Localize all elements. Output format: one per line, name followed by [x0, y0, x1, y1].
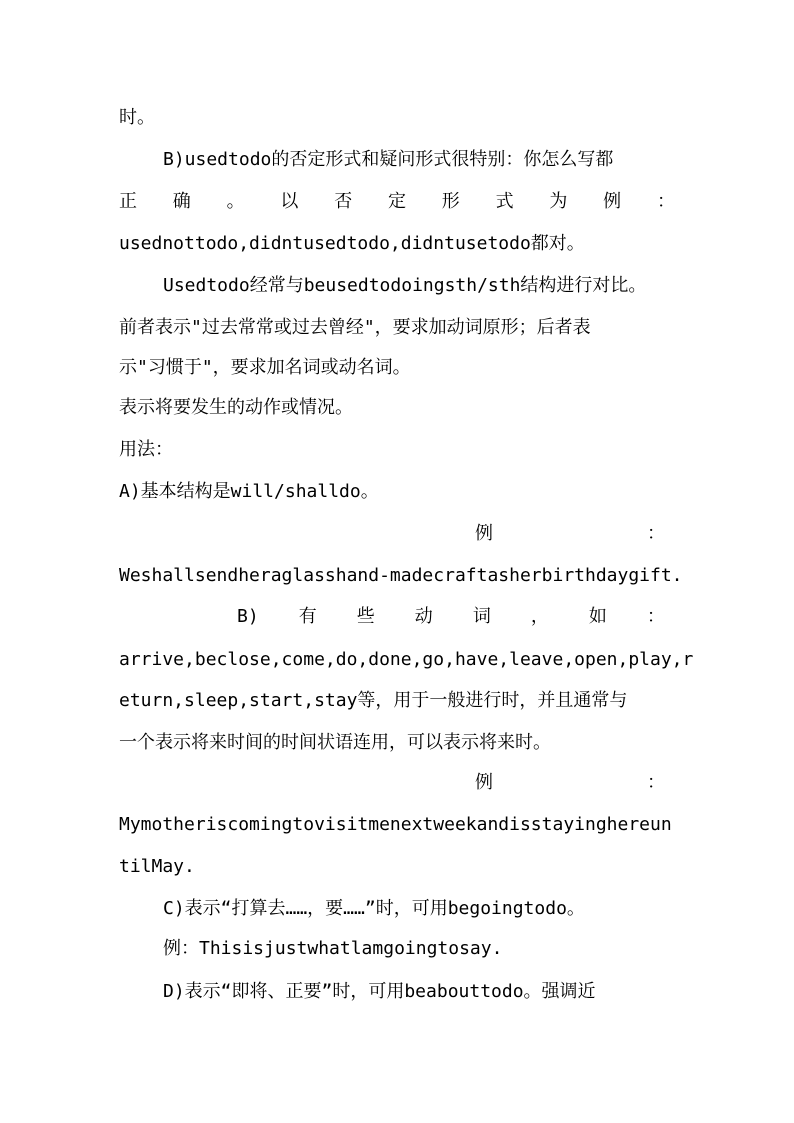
text-line-17-justified: [475, 768, 665, 798]
text-line-3-justified: [119, 187, 675, 217]
text-line-18: Mymotheriscomingtovisitmenextweekandisstayinghereun: [119, 814, 672, 835]
text-line-19: tilMay.: [119, 856, 195, 877]
word: 。: [226, 191, 245, 212]
text-line-22: D)表示“即将、正要”时，可用beabouttodo。强调近: [163, 981, 596, 1002]
word: 例: [475, 523, 493, 544]
text-line-21: 例：Thisisjustwhatlamgoingtosay.: [163, 938, 503, 959]
text-line-8: 表示将要发生的动作或情况。: [119, 397, 353, 418]
word: ：: [656, 191, 675, 212]
word: 词: [472, 606, 491, 627]
text-line-20: C)表示“打算去……，要……”时，可用begoingtodo。: [163, 898, 585, 919]
word: 式: [495, 191, 514, 212]
word: 如: [588, 606, 607, 627]
text-line-2: B)usedtodo的否定形式和疑问形式很特别：你怎么写都: [163, 149, 614, 170]
text-line-12: Weshallsendheraglasshand-madecraftasherbirthdaygift.: [119, 565, 683, 586]
text-line-15: eturn,sleep,start,stay等，用于一般进行时，并且通常与: [119, 690, 628, 711]
word: B): [237, 606, 259, 627]
text-line-14: arrive,beclose,come,do,done,go,have,leave,open,play,r: [119, 649, 694, 670]
text-line-4: usednottodo,didntusedtodo,didntusetodo都对。: [119, 233, 585, 254]
word: 些: [356, 606, 375, 627]
word: ，: [530, 606, 549, 627]
text-line-16: 一个表示将来时间的时间状语连用，可以表示将来时。: [119, 732, 551, 753]
word: ：: [646, 606, 665, 627]
text-line-13-justified: [237, 602, 665, 632]
word: 否: [334, 191, 353, 212]
word: 定: [387, 191, 406, 212]
text-line-6: 前者表示"过去常常或过去曾经"，要求加动词原形；后者表: [119, 317, 591, 338]
text-line-10: A)基本结构是will/shalldo。: [119, 481, 379, 502]
word: 有: [298, 606, 317, 627]
word: ：: [647, 523, 665, 544]
word: 确: [172, 191, 191, 212]
word: 为: [549, 191, 568, 212]
text-line-1: 时。: [119, 107, 155, 128]
text-line-5: Usedtodo经常与beusedtodoingsth/sth结构进行对比。: [163, 275, 647, 296]
word: 正: [119, 191, 137, 212]
word: 以: [280, 191, 299, 212]
text-line-11-justified: [475, 519, 665, 549]
word: 形: [441, 191, 460, 212]
word: ：: [647, 772, 665, 793]
word: 例: [475, 772, 493, 793]
text-line-7: 示"习惯于"，要求加名词或动名词。: [119, 357, 411, 378]
word: 动: [414, 606, 433, 627]
text-line-9: 用法：: [119, 439, 173, 460]
word: 例: [603, 191, 622, 212]
